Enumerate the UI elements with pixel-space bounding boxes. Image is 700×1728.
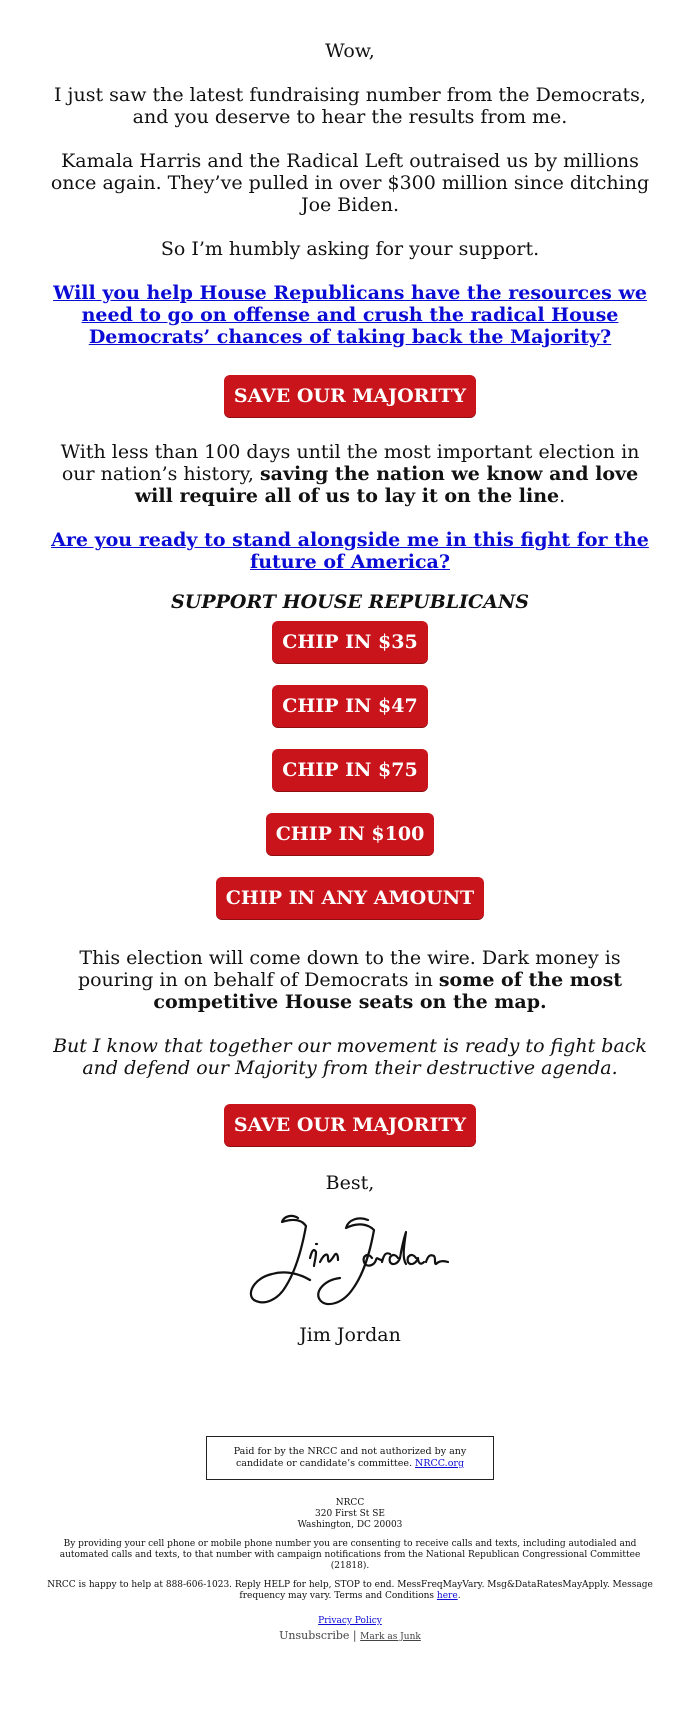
help-text: NRCC is happy to help at 888-606-1023. Reply HELP for help, STOP to end. MessFreqMayVary. Msg&DataRatesMayApply. Message frequency may vary. Terms and Conditions here.	[47, 1580, 653, 1601]
street-address: 320 First St SE	[315, 1509, 385, 1519]
link-help-house-republicans[interactable]: Will you help House Republicans have the resources we need to go on offense and crush the radical House Democrats’ chances of taking back the Majority?	[53, 282, 647, 348]
paragraph-movement: But I know that together our movement is ready to fight back and defend our Majority from their destructive agenda.	[53, 1035, 647, 1079]
chip-in-75-button[interactable]: CHIP IN $75	[272, 749, 427, 791]
signer-name: Jim Jordan	[299, 1324, 401, 1346]
paragraph-outraised: Kamala Harris and the Radical Left outraised us by millions once again. They’ve pulled in over $300 million since ditching Joe Biden.	[50, 150, 650, 216]
support-heading: SUPPORT HOUSE REPUBLICANS	[171, 591, 529, 613]
greeting: Wow,	[325, 40, 375, 62]
paragraph-fundraising: I just saw the latest fundraising number from the Democrats, and you deserve to hear the results from me.	[54, 84, 646, 128]
consent-text: By providing your cell phone or mobile phone number you are consenting to receive calls and texts, including autodialed and automated calls and texts, to that number with campaign notifications from the National Republican Congressional Committee (21818).	[59, 1539, 641, 1571]
signature-image	[240, 1204, 460, 1314]
chip-in-100-button[interactable]: CHIP IN $100	[266, 813, 435, 855]
privacy-policy-link[interactable]: Privacy Policy	[318, 1616, 382, 1626]
city-address: Washington, DC 20003	[297, 1520, 403, 1530]
save-our-majority-button-2[interactable]: SAVE OUR MAJORITY	[224, 1104, 476, 1146]
paragraph-support: So I’m humbly asking for your support.	[160, 238, 540, 260]
email-body	[47, 0, 653, 1644]
address-block	[50, 1498, 650, 1531]
chip-in-47-button[interactable]: CHIP IN $47	[272, 685, 427, 727]
save-our-majority-button[interactable]: SAVE OUR MAJORITY	[224, 375, 476, 417]
chip-in-35-button[interactable]: CHIP IN $35	[272, 621, 427, 663]
terms-link[interactable]: here	[436, 1591, 458, 1601]
signoff: Best,	[325, 1172, 375, 1194]
paragraph-wire: This election will come down to the wire. Dark money is pouring in on behalf of Democrats in some of the most competitive House seats on the map.	[77, 947, 623, 1013]
unsubscribe-link[interactable]: Unsubscribe	[279, 1629, 350, 1642]
paid-for-box	[206, 1436, 494, 1480]
unsubscribe-row: Unsubscribe | Mark as Junk	[279, 1629, 421, 1642]
paid-for-text: Paid for by the NRCC and not authorized by any candidate or candidate’s committee.	[233, 1446, 467, 1469]
paragraph-election: With less than 100 days until the most important election in our nation’s history, saving the nation we know and love will require all of us to lay it on the line.	[60, 441, 640, 507]
mark-as-junk-link[interactable]: Mark as Junk	[360, 1632, 421, 1642]
nrcc-link[interactable]: NRCC.org	[415, 1458, 465, 1469]
org-name: NRCC	[335, 1498, 365, 1508]
link-stand-alongside[interactable]: Are you ready to stand alongside me in this fight for the future of America?	[51, 529, 649, 573]
chip-in-any-amount-button[interactable]: CHIP IN ANY AMOUNT	[216, 877, 484, 919]
